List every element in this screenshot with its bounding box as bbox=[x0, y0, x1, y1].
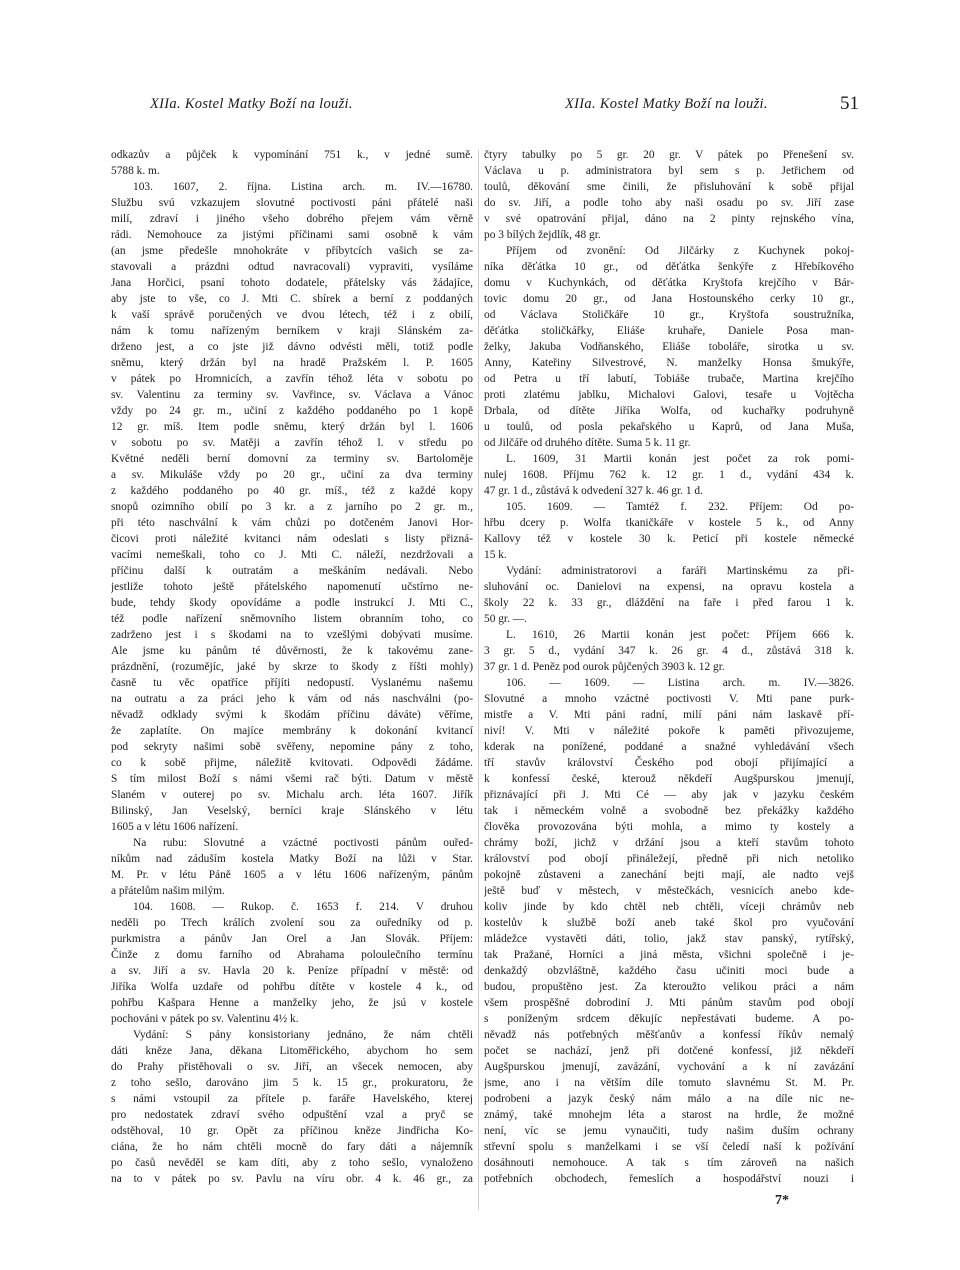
text-line: děťátka stoličkářky, Eliáše kruhaře, Daniele Posa man- bbox=[484, 325, 854, 337]
text-line: 1605 a v létu 1606 nařízení. bbox=[111, 821, 239, 833]
running-head-left: XIIa. Kostel Matky Boží na louži. bbox=[150, 96, 353, 112]
text-line: člověka provozována býti mohla, a mimo ty kostely a bbox=[484, 821, 854, 833]
text-line: při této naschvální k vám chůzi po dotčeném Janovi Hor- bbox=[111, 517, 473, 529]
text-line: Bilinský, Jan Veselský, berníci kraje Slánského v létu bbox=[111, 805, 473, 817]
text-line: není, víc se jemu vynaučiti, tudy našim duším ochrany bbox=[484, 1125, 854, 1137]
text-line: rádi. Nemohouce za jistými příčinami sami osobně k vám bbox=[111, 229, 473, 241]
text-line: po časů nevěděl se kam díti, aby z toho sešlo, vynaloženo bbox=[111, 1157, 473, 1169]
text-line: Slaném v outerej po sv. Michalu arch. léta 1607. Jiřík bbox=[111, 789, 473, 801]
text-line: v své opatrování přijal, dáno na 2 pinty rejnského vína, bbox=[484, 213, 854, 225]
text-line: a přátelům našim milým. bbox=[111, 885, 225, 897]
text-line: též podle nařízení sněmovního listem obranním toho, co bbox=[111, 613, 473, 625]
text-line: a sv. Jiří a sv. Havla 20 k. Peníze případní v městě: od bbox=[111, 965, 473, 977]
text-line: Anny, Kateřiny Silvestrové, N. manželky Honsa šmukýře, bbox=[484, 357, 854, 369]
text-line: s námi vstoupil za přítele p. faráře Havelského, kterej bbox=[111, 1093, 473, 1105]
text-line: něvadž odklady svými k škodám příčinu dáváte) věříme, bbox=[111, 709, 473, 721]
text-line: Václava u p. administratora byl sem s p. Jetřichem od bbox=[484, 165, 854, 177]
text-line: kostelův k službě boží aneb také škol pro vyučování bbox=[484, 917, 854, 929]
text-line: Činže z domu farního od Abrahama poloulečního termínu bbox=[111, 949, 473, 961]
text-line: aby jste to vše, co J. Mti C. sbírek a berní z poddaných bbox=[111, 293, 473, 305]
text-line: prázdnění, (rozumějíc, jaké by skrze to škody z říšti mohly) bbox=[111, 661, 473, 673]
text-line: niví! V. Mti v náležité pokoře k paměti přivozujeme, bbox=[484, 725, 854, 737]
text-line: denkaždý obzvláštně, každého času učiniti moci bude a bbox=[484, 965, 854, 977]
text-line: že zaplatíte. On majíce membrány k dokonání kvitancí bbox=[111, 725, 473, 737]
running-header bbox=[0, 93, 960, 126]
text-line: tovic domu 20 gr., od Jana Hostounského cerky 10 gr., bbox=[484, 293, 854, 305]
text-line: koliv jinde by kdo chtěl neb chtěli, víceji chrámův neb bbox=[484, 901, 854, 913]
text-line: Kallovy též v kostele 30 k. Peticí při kostele německé bbox=[484, 533, 854, 545]
text-line: nám k tomu nařízeným berníkem v kraji Slánském za- bbox=[111, 325, 473, 337]
text-line: níka děťátka 10 gr., od děťátka šenkýře z Hřebíkového bbox=[484, 261, 854, 273]
text-line: s poníženým srdcem děkujíc nepřestávati budeme. A po- bbox=[484, 1013, 854, 1025]
text-line: Na rubu: Slovutné a vzáctné poctivosti pánům ouřed- bbox=[133, 837, 473, 849]
text-line: všem prospěšné dobrodiní J. Mti pánům stavům pod obojí bbox=[484, 997, 854, 1009]
text-line: 5788 k. m. bbox=[111, 165, 160, 177]
text-line: známý, také mnohejm léta a starost na hrdle, že možné bbox=[484, 1109, 854, 1121]
text-line: purkmistra a pánův Jan Orel a Jan Slovák. Příjem: bbox=[111, 933, 473, 945]
column-divider bbox=[478, 150, 479, 1210]
text-line: vždy po 24 gr. m., učiní z každého poddaného po 1 kopě bbox=[111, 405, 473, 417]
text-line: stavovali a prázdni odtud navracovali) vypraviti, vysíláme bbox=[111, 261, 473, 273]
text-line: Slovutné a mnoho vzáctné poctivosti V. Mti pane purk- bbox=[484, 693, 854, 705]
text-line: želky, Jakuba Vodňanského, Eliáše toboláře, sirotka u sv. bbox=[484, 341, 854, 353]
text-line: sluhování oc. Danielovi na expensi, na opravu kostela a bbox=[484, 581, 854, 593]
text-line: v sobotu po sv. Matěji a zavřín téhož l. v středu po bbox=[111, 437, 473, 449]
text-line: do Prahy přistěhovali o sv. Jiří, an všecek nemocen, aby bbox=[111, 1061, 473, 1073]
text-line: pro nedostatek zdraví svého odpuštění vzal a pryč se bbox=[111, 1109, 473, 1121]
text-line: Službu svú vzkazujem slovutné poctivosti páni přátelé naši bbox=[111, 197, 473, 209]
text-line: Vydání: S pány konsistoriany jednáno, že nám chtěli bbox=[133, 1029, 473, 1041]
text-line: 104. 1608. — Rukop. č. 1653 f. 214. V druhou bbox=[133, 901, 473, 913]
text-line: příčinu další k outratám a meškáním nedávali. Nebo bbox=[111, 565, 473, 577]
text-line: Ale jsme ku pánům té důvěrnosti, že k takovému zane- bbox=[111, 645, 473, 657]
text-line: z každého poddaného po 40 gr. míš., též z každé kopy bbox=[111, 485, 473, 497]
text-line: L. 1609, 31 Martii konán jest počet za rok pomi- bbox=[506, 453, 854, 465]
text-line: přiznávající při J. Mti Cé — aby jak v jazyku českém bbox=[484, 789, 854, 801]
text-line: 12 gr. míš. Item podle sněmu, který držán byl l. 1606 bbox=[111, 421, 473, 433]
text-line: ještě buď v městech, v městečkách, vesnicích anebo kde- bbox=[484, 885, 854, 897]
text-line: k vaší správě poručených ve dvou létech, též i z obilí, bbox=[111, 309, 473, 321]
text-line: pohřbu Kašpara Henne a manželky jeho, že jsú v kostele bbox=[111, 997, 473, 1009]
text-line: 37 gr. 1 d. Peněz pod ourok půjčených 3903 k. 12 gr. bbox=[484, 661, 725, 673]
text-line: L. 1610, 26 Martii konán jest počet: Příjem 666 k. bbox=[506, 629, 854, 641]
text-line: tak Pražané, Horníci a jiná města, všichni společně i je- bbox=[484, 949, 854, 961]
text-line: M. Pr. v létu Páně 1605 a v létu 1606 nařízeným, pánům bbox=[111, 869, 473, 881]
text-line: od Václava Stoličkáře 10 gr., Kryštofa soustružníka, bbox=[484, 309, 854, 321]
text-line: podrobeni a jazyk český nám málo a na díle nic ne- bbox=[484, 1093, 854, 1105]
text-line: království pod obojí přináležejí, předně při nich netoliko bbox=[484, 853, 854, 865]
text-line: dáti kněze Jana, děkana Litoměřického, abychom ho sem bbox=[111, 1045, 473, 1057]
signature-mark: 7* bbox=[775, 1193, 789, 1208]
text-line: časně tu věc opatříce příjíti nedopustí. Vyslanému našemu bbox=[111, 677, 473, 689]
text-line: čtyry tabulky po 5 gr. 20 gr. V pátek po Přenešení sv. bbox=[484, 149, 854, 161]
text-line: Květné neděli berní domovní za terminy sv. Bartoloměje bbox=[111, 453, 473, 465]
text-line: chrámy boží, jichž v držání jsou a kteří stavům tohoto bbox=[484, 837, 854, 849]
left-column bbox=[111, 147, 473, 1187]
text-line: po 3 bílých žejdlík, 48 gr. bbox=[484, 229, 601, 241]
text-line: jestliže tohoto ještě přátelského napomenutí učstírno ne- bbox=[111, 581, 473, 593]
text-line: odstěhoval, 10 gr. Opět za příčinou kněze Jindřicha Ko- bbox=[111, 1125, 473, 1137]
text-line: v pátek po Hromnicích, a zavřín téhož léta v sobotu po bbox=[111, 373, 473, 385]
text-line: ciána, že ho nám chtěli mocně do fary dáti a nájemník bbox=[111, 1141, 473, 1153]
text-line: 103. 1607, 2. října. Listina arch. m. IV.—16780. bbox=[133, 181, 473, 193]
text-line: z toho sešlo, darováno jim 5 k. 15 gr., prokuratoru, že bbox=[111, 1077, 473, 1089]
text-line: hřbu dcery p. Wolfa tkaničkáře v kostele 5 k., od Anny bbox=[484, 517, 854, 529]
text-line: na to v pátek po sv. Pavlu na víru obr. 4 k. 46 gr., za bbox=[111, 1173, 473, 1185]
text-line: a sv. Mikuláše vždy po 20 gr., učiní za dva terminy bbox=[111, 469, 473, 481]
text-line: odkazův a půjček k vypomínání 751 k., v jedné sumě. bbox=[111, 149, 473, 161]
text-line: pokojně zůstaveni a zanechání bejti mají, ale nadto vejš bbox=[484, 869, 854, 881]
text-line: mistře a V. Mti páni radní, milí páni nám laskavě pří- bbox=[484, 709, 854, 721]
text-line: dosáhnouti nemohouce. A tak s tím zároveň na našich bbox=[484, 1157, 854, 1169]
text-line: Drbala, od dítěte Jiříka Wolfa, od kuchařky podruhyně bbox=[484, 405, 854, 417]
text-line: školy 22 k. 33 gr., dláždění na faře i před farou 1 k. bbox=[484, 597, 854, 609]
right-column bbox=[484, 147, 854, 1187]
text-line: do sv. Jiří, a podle toho aby naši osadu po sv. Jiří zase bbox=[484, 197, 854, 209]
text-line: Jiříka Wolfa uzdaře od pohřbu dítěte v kostele 4 k., od bbox=[111, 981, 473, 993]
text-line: zadrženo jest i s škodami na to vzešlými dobývati musíme. bbox=[111, 629, 473, 641]
text-line: níkům nad záduším kostela Matky Boží na lůži v Star. bbox=[111, 853, 473, 865]
text-line: neděli po Třech králích zvolení sou za ouředníky od p. bbox=[111, 917, 473, 929]
text-line: od Jilčáře od druhého dítěte. Suma 5 k. 11 gr. bbox=[484, 437, 691, 449]
text-line: 15 k. bbox=[484, 549, 507, 561]
text-line: (an jsme předešle mnohokráte v příbytcích vašich se za- bbox=[111, 245, 473, 257]
running-head-right: XIIa. Kostel Matky Boží na louži. bbox=[565, 96, 768, 112]
text-line: 106. — 1609. — Listina arch. m. IV.—3826. bbox=[506, 677, 854, 689]
text-line: 3 gr. 5 d., vydání 347 k. 26 gr. 4 d., zůstává 318 k. bbox=[484, 645, 854, 657]
text-line: co k sobě přijme, náležitě kvitovati. Odpovědi žádáme. bbox=[111, 757, 473, 769]
text-line: 47 gr. 1 d., zůstává k odvedení 327 k. 46 gr. 1 d. bbox=[484, 485, 703, 497]
text-line: mládežce vystavěti dáti, tolio, jakž stav panský, rytířský, bbox=[484, 933, 854, 945]
text-line: kderak na ponížené, poddané a snažné vyhledávání všech bbox=[484, 741, 854, 753]
text-line: sněmu, který držán byl na hradě Pražském l. P. 1605 bbox=[111, 357, 473, 369]
text-line: čicovi proti náležité kvitanci nám odeslati s listy přizná- bbox=[111, 533, 473, 545]
page-number: 51 bbox=[840, 93, 859, 114]
text-line: 105. 1609. — Tamtéž f. 232. Příjem: Od po- bbox=[506, 501, 854, 513]
text-line: pochováni v pátek po sv. Valentinu 4½ k. bbox=[111, 1013, 299, 1025]
text-line: na outratu a za práci jeho k vám od nás naschválni (po- bbox=[111, 693, 473, 705]
text-line: tak i německém volně a svobodně bez překážky každého bbox=[484, 805, 854, 817]
text-line: k konfessí české, kterouž někdeří Augšpurskou jmenují, bbox=[484, 773, 854, 785]
text-line: tří stavův království Českého pod obojí přijímající a bbox=[484, 757, 854, 769]
text-line: drženo jest, a co jste již dávno odvésti měli, totiž podle bbox=[111, 341, 473, 353]
text-line: od Petra u tří labutí, Tobiáše trubače, Martina krejčího bbox=[484, 373, 854, 385]
text-line: Jana Horčici, psaní tohoto dodatele, přátelsky vás žádajíce, bbox=[111, 277, 473, 289]
text-line: Příjem od zvonění: Od Jilčárky z Kuchynek pokoj- bbox=[506, 245, 854, 257]
text-line: S tím milost Boží s námi všemi rač býti. Datum v městě bbox=[111, 773, 473, 785]
text-line: 50 gr. —. bbox=[484, 613, 528, 625]
text-line: proti zlatému jablku, Michalovi Galovi, tesaře u Vojtěcha bbox=[484, 389, 854, 401]
text-line: budou, propuštěno jest. Za kteroužto velikou práci a nám bbox=[484, 981, 854, 993]
text-line: Augšpurskou jmenují, zavázání, vychování a k ní zavázání bbox=[484, 1061, 854, 1073]
text-line: u toulů, od posla pekařského u Kaprů, od Jana Muša, bbox=[484, 421, 854, 433]
text-line: vacími nemeškali, toho co J. Mti C. náleží, nezdržovali a bbox=[111, 549, 473, 561]
text-line: jsme, ano i na větším díle tomuto slavnému St. M. Pr. bbox=[484, 1077, 854, 1089]
text-line: nulej 1608. Příjmu 762 k. 12 gr. 1 d., vydání 434 k. bbox=[484, 469, 854, 481]
text-line: něvadž nás potřebných měšťanův a konfessí říkův nemalý bbox=[484, 1029, 854, 1041]
text-line: snopů ozimního obilí po 3 kr. a z jarního po 2 gr. m., bbox=[111, 501, 473, 513]
text-line: toulů, děkování sme činili, že přisluhování k sobě přijal bbox=[484, 181, 854, 193]
text-line: bude, tehdy škody opovídáme a podle instrukcí J. Mti C., bbox=[111, 597, 473, 609]
text-line: Vydání: administratorovi a faráři Martinskému za při- bbox=[506, 565, 854, 577]
text-line: potřebních obchodech, řemeslích a hospodářství nouzi i bbox=[484, 1173, 854, 1185]
text-line: milí, zdraví i jiného všeho dobrého přejem vám věrně bbox=[111, 213, 473, 225]
text-line: počet se nachází, jenž při dotčené konfessí, již někdeří bbox=[484, 1045, 854, 1057]
text-line: sv. Valentinu za terminy sv. Vavřince, sv. Václava a Vánoc bbox=[111, 389, 473, 401]
text-line: domu v Kuchynkách, od děťátka Kryštofa krejčího v Bár- bbox=[484, 277, 854, 289]
text-line: střevní spolu s manželkami i se vší čeledí naší k požívání bbox=[484, 1141, 854, 1153]
text-line: pod sekryty našimi sobě svěřeny, nepomine pány z toho, bbox=[111, 741, 473, 753]
